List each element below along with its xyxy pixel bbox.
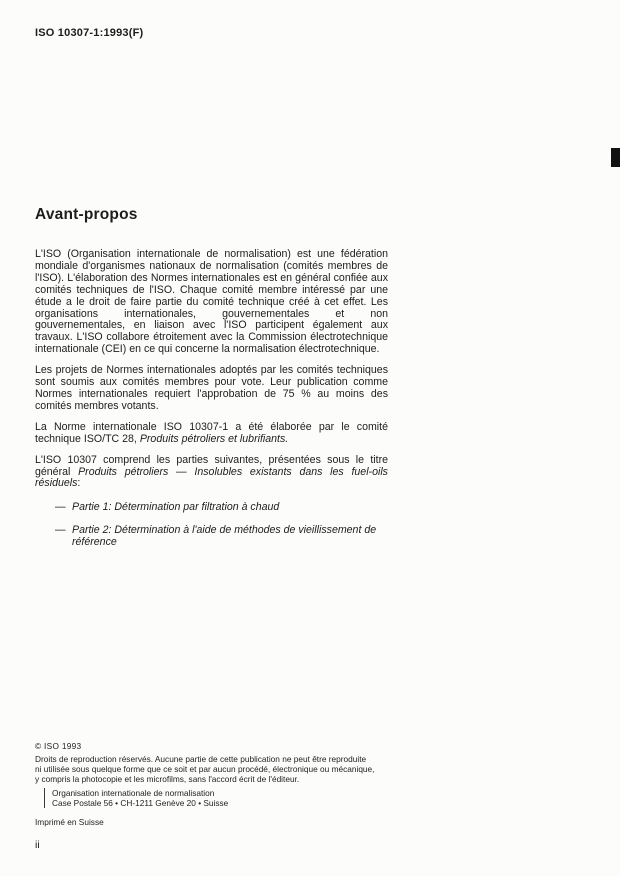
foreword-paragraph-2: Les projets de Normes internationales adoptés par les comités techniques sont soumis aux comités membres pour vote. Leur publication comme Normes internationales requiert l'approbation de 75 % au moins des comités membres votants. xyxy=(35,364,388,412)
publisher-block xyxy=(44,788,587,808)
list-item-text: Partie 1: Détermination par filtration à chaud xyxy=(72,501,280,514)
rights-notice-line: Droits de reproduction réservés. Aucune partie de cette publication ne peut être reproduite xyxy=(35,754,367,764)
publisher-address: Case Postale 56 • CH-1211 Genève 20 • Suisse xyxy=(52,798,229,808)
foreword-paragraph-1: L'ISO (Organisation internationale de normalisation) est une fédération mondiale d'organismes nationaux de normalisation (comités membres de l'ISO). L'élaboration des Normes internationales est en général confiée aux comités techniques de l'ISO. Chaque comité membre intéressé par une étude a le droit de faire partie du comité technique créé à cet effet. Les organisations internationales, gouvernementales et non gouvernementales, en liaison avec l'ISO participent également aux travaux. L'ISO collabore étroitement avec la Commission électrotechnique internationale (CEI) en ce qui concerne la normalisation électrotechnique. xyxy=(35,248,388,356)
copyright-line: © ISO 1993 xyxy=(35,741,82,751)
rights-notice-line: ni utilisée sous quelque forme que ce soit et par aucun procédé, électronique ou mécanique, xyxy=(35,764,375,774)
rights-notice xyxy=(35,754,587,784)
standard-title-italic: Produits pétroliers — Insolubles existants dans les fuel-oils résiduels xyxy=(35,465,388,490)
list-dash: — xyxy=(55,501,66,514)
list-item-part-1 xyxy=(35,502,388,514)
parts-list xyxy=(35,502,388,549)
section-title: Avant-propos xyxy=(35,206,138,223)
page-footer xyxy=(35,741,587,827)
paragraph-text: L'ISO 10307 comprend les parties suivantes, présentées sous le titre général xyxy=(35,453,388,478)
foreword-paragraph-4 xyxy=(35,455,388,491)
list-dash: — xyxy=(55,524,66,537)
list-item-part-2 xyxy=(35,525,388,549)
committee-title-italic: Produits pétroliers et lubrifiants. xyxy=(139,432,289,445)
document-reference: ISO 10307-1:1993(F) xyxy=(35,27,144,39)
binding-mark xyxy=(611,148,620,167)
rights-notice-line: y compris la photocopie et les microfilms, sans l'accord écrit de l'éditeur. xyxy=(35,774,300,784)
page-number: ii xyxy=(35,839,40,851)
foreword-paragraph-3 xyxy=(35,422,388,446)
printed-in: Imprimé en Suisse xyxy=(35,817,104,827)
publisher-name: Organisation internationale de normalisation xyxy=(52,788,215,798)
paragraph-tail: : xyxy=(77,477,81,490)
foreword-section xyxy=(35,206,388,560)
paragraph-text: La Norme internationale ISO 10307-1 a été élaborée par le comité technique ISO/TC 28, xyxy=(35,420,388,445)
list-item-text: Partie 2: Détermination à l'aide de méthodes de vieillissement de référence xyxy=(72,524,377,549)
